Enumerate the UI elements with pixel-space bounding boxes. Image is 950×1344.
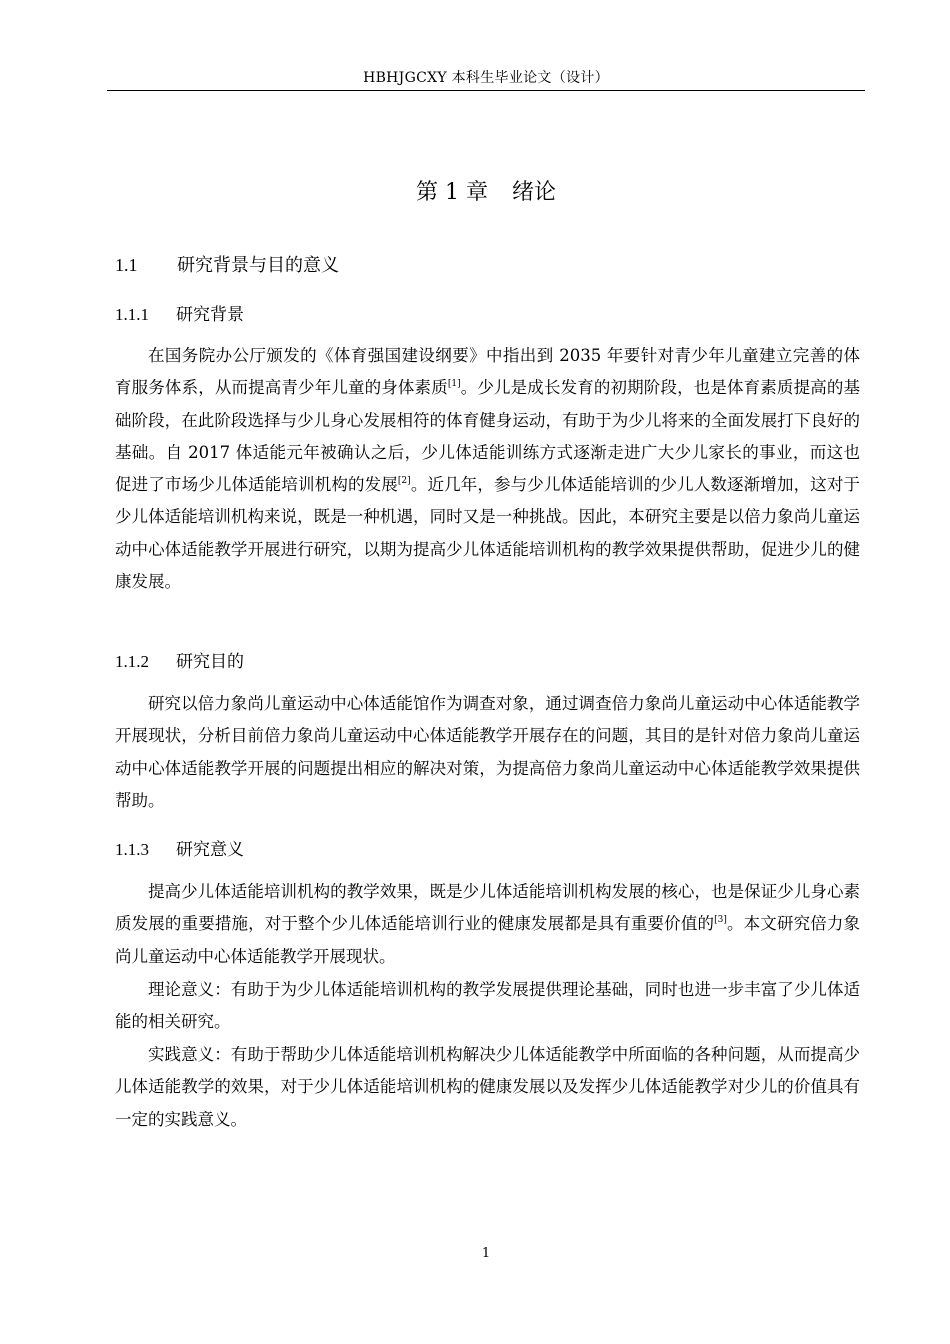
subsection-heading-1-1-3: [115, 836, 244, 864]
subsection-number: 1.1.3: [115, 840, 149, 859]
paragraph-purpose: 研究以倍力象尚儿童运动中心体适能馆作为调查对象，通过调查倍力象尚儿童运动中心体适能教学开展现状，分析目前倍力象尚儿童运动中心体适能教学开展存在的问题，其目的是针对倍力象尚儿童运动中心体适能教学开展的问题提出相应的解决对策，为提高倍力象尚儿童运动中心体适能教学效果提供帮助。: [115, 694, 860, 810]
section-number: 1.1: [115, 255, 138, 275]
paragraph-text: 提高少儿体适能培训机构的教学效果，既是少儿体适能培训机构发展的核心，也是保证少儿身心素质发展的重要措施，对于整个少儿体适能培训行业的健康发展都是具有重要价值的: [115, 882, 860, 934]
paragraph-practical-significance: 实践意义：有助于帮助少儿体适能培训机构解决少儿体适能教学中所面临的各种问题，从而提高少儿体适能教学的效果，对于少儿体适能培训机构的健康发展以及发挥少儿体适能教学对少儿的价值具有一定的实践意义。: [115, 1045, 860, 1129]
page-number: 1: [481, 1246, 491, 1261]
citation-ref-1: [1]: [447, 379, 461, 390]
chapter-label: 第 1 章: [416, 180, 488, 205]
subsection-number: 1.1.2: [115, 652, 149, 671]
subsection-title: 研究意义: [176, 840, 244, 860]
citation-ref-2: [2]: [397, 476, 411, 487]
section-heading-1-1: [115, 250, 339, 281]
subsection-number: 1.1.1: [115, 305, 149, 324]
chapter-name: 绪论: [511, 180, 556, 205]
chapter-title: [107, 175, 865, 211]
paragraph-text: 。少儿是成长发育的初期阶段，也是体育素质提高的基础阶段，在此阶段选择与少儿身心发展相符的体育健身运动，有助于为少儿将来的全面发展打下良好的基础。自 2017 体适能元年被确认之后，少儿体适能训练方式逐渐走进广大少儿家长的事业，而这也促进了市场少儿体适能培训机构的发展: [115, 378, 861, 495]
paragraph-theoretical-significance: 理论意义：有助于为少儿体适能培训机构的教学发展提供理论基础，同时也进一步丰富了少儿体适能的相关研究。: [115, 980, 860, 1032]
subsection-heading-1-1-2: [115, 648, 244, 676]
subsection-heading-1-1-1: [115, 301, 244, 329]
running-header: [107, 66, 865, 91]
section-title: 研究背景与目的意义: [177, 255, 339, 276]
paragraph-text: 。本文研究倍力象尚儿童运动中心体适能教学开展现状。: [115, 914, 861, 966]
subsection-title: 研究目的: [176, 652, 244, 672]
citation-ref-3: [3]: [714, 915, 727, 926]
subsection-title: 研究背景: [176, 305, 244, 325]
paragraph-text: 在国务院办公厅颁发的《体育强国建设纲要》中指出到 2035 年要针对青少年儿童建立完善的体育服务体系，从而提高青少年儿童的身体素质: [115, 346, 860, 398]
running-header-title: HBHJGCXY 本科生毕业论文（设计）: [363, 70, 609, 86]
paragraph-background: [115, 340, 860, 598]
paragraph-significance: [115, 876, 860, 973]
paragraph-text: 。近几年，参与少儿体适能培训的少儿人数逐渐增加，这对于少儿体适能培训机构来说，既是一种机遇，同时又是一种挑战。因此，本研究主要是以倍力象尚儿童运动中心体适能教学开展进行研究，以期为提高少儿体适能培训机构的教学效果提供帮助，促进少儿的健康发展。: [115, 475, 861, 592]
